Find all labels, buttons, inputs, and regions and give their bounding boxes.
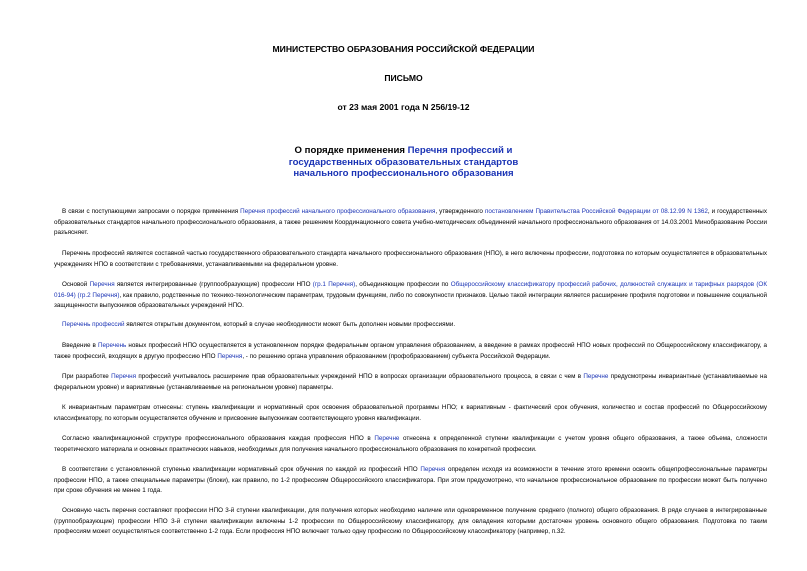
document-date-number: от 23 мая 2001 года N 256/19-12 [337,102,470,112]
paragraph-text: предусмотрены инвариантные (устанавливаемые на федеральном уровне) и вариативные (устанавливаемые на региональном уровне) параметры. [54,373,767,391]
link-list[interactable]: Перечня [89,281,115,288]
link-list-of-professions[interactable]: Перечень профессий [62,321,125,328]
paragraph-text: , объединяющие профессии по [355,281,451,288]
paragraph-2 [54,249,767,270]
paragraph-text: К инвариантным параметрам отнесены: ступень квалификации и нормативный срок освоения образовательной программы НПО; к вариативным - фактический срок обучения, количество и состав профессий по Общероссийскому классификатору, по которым осуществляется обучение и присвоение выпускникам соответствующего уровня квалификации. [54,404,767,422]
paragraph-text: Согласно квалификационной структуре профессионального образования каждая профессия НПО в [62,435,375,442]
subject-line-2 [0,157,807,169]
paragraph-text: Перечень профессий является составной частью государственного образовательного стандарта начального профессионального образования (НПО), в него включены профессии, подготовка по которым осуществляется в образовательных учреждениях НПО в соответствии с требованиями, устанавливаемыми на федеральном уровне. [54,250,767,268]
paragraph-text: профессий учитывалось расширение прав образовательных учреждений НПО в вопросах организации образовательного процесса, в связи с чем в [136,373,584,380]
link-list[interactable]: Перечне [583,373,609,380]
paragraph-text: Основную часть перечня составляют профессии НПО 3-й ступени квалификации, для получения которых необходимо наличие или одновременное получение среднего (полного) общего образования. В ряде случаев в интегрированные (группообразующие) профессии НПО 3-й ступени квалификации включены 1-2 профессии по Общероссийскому классификатору, для овладения которыми достаточен уровень основного общего образования. Подготовка по таким профессиям может осуществляться соответственно 1-2 года. Если профессия НПО включает только одну профессию по Общероссийскому классификатору (например, п.32. [54,507,767,536]
subject-link-vocational-education[interactable]: начального профессионального образования [293,168,514,179]
paragraph-4 [54,320,767,331]
link-list-of-professions[interactable]: Перечня профессий начального профессионального образования [240,208,436,215]
subject-link-list-of-professions[interactable]: Перечня профессий и [407,145,513,156]
paragraph-text: определен исходя из возможности в течение этого времени освоить общепрофессиональные параметры профессии НПО, а также специальные параметры (блоки), как правило, по 1-2 профессиям Общероссийского классификатора. При этом предусмотрено, что начальное профессиональное образование по профессии может быть получено при сроке обучения не менее 1 года. [54,466,768,495]
link-list[interactable]: Перечне [374,435,400,442]
subject-link-state-standards[interactable]: государственных образовательных стандартов [288,156,519,168]
paragraph-5 [54,341,767,362]
paragraph-1 [54,207,767,239]
link-list-column-2[interactable]: (гр.2 Перечня) [77,291,120,299]
paragraph-text: В соответствии с установленной ступенью квалификации нормативный срок обучения по каждой из профессий НПО [62,466,421,473]
paragraph-text: , утвержденного [435,208,485,215]
link-list[interactable]: Перечня [111,373,137,380]
subject-line-3 [0,168,807,180]
paragraph-text: отнесена к определенной ступени квалификации с учетом уровня общего образования, а также объема, сложности теоретического материала и основных практических навыков, необходимых для получения начального профессионального образования по конкретной профессии. [54,435,767,453]
link-list[interactable]: Перечня [420,466,446,473]
link-list[interactable]: Перечень [97,342,127,349]
subject-prefix: О порядке применения [294,145,408,156]
paragraph-9 [54,465,767,497]
paragraph-text: , - по решению органа управления образованием (профобразованием) субъекта Российской Федерации. [242,352,551,360]
paragraph-text: При разработке [62,373,112,380]
paragraph-7 [54,403,767,424]
paragraph-text: Введение в [62,342,98,349]
ministry-heading: МИНИСТЕРСТВО ОБРАЗОВАНИЯ РОССИЙСКОЙ ФЕДЕРАЦИИ [272,44,535,54]
paragraph-text: , и государственных образовательных стандартов начального профессионального образования, а также решением Координационного совета учебно-методических объединений начального профессионального образования от 14.03.2001 Минобразование России разъясняет. [54,208,767,237]
paragraph-8 [54,434,767,455]
paragraph-text: является интегрированные (группообразующие) профессии НПО [114,281,313,288]
paragraph-text: В связи с поступающими запросами о порядке применения [62,208,241,215]
link-government-resolution[interactable]: постановлением Правительства Российской Федерации от 08.12.99 N 1362 [484,208,708,215]
paragraph-10 [54,506,767,538]
subject-line-1 [0,145,807,157]
paragraph-text: Основой [62,281,90,288]
document-type: ПИСЬМО [384,73,423,83]
paragraph-text: новых профессий НПО осуществляется в установленном порядке федеральным органом управления образованием, а введение в рамках профессий НПО новых профессий по Общероссийскому классификатору, а также профессий, входящих в другую профессию НПО [54,342,767,360]
link-list[interactable]: Перечня [217,352,243,360]
paragraph-text: является открытым документом, который в случае необходимости может быть дополнен новыми профессиями. [124,321,456,328]
link-classifier[interactable]: Общероссийскому классификатору профессий рабочих, должностей служащих и тарифных разрядов (ОК 016-94) [54,281,767,299]
link-list-column-1[interactable]: (гр.1 Перечня) [312,281,356,288]
paragraph-6 [54,372,767,393]
paragraph-text: , как правило, родственные по технико-технологическим параметрам, трудовым функциям, либо по совокупности признаков. Целью такой интеграции является расширение профиля подготовки и повышение социальной защищенности выпускников образовательных учреждений НПО. [54,291,767,310]
paragraph-3 [54,280,767,312]
